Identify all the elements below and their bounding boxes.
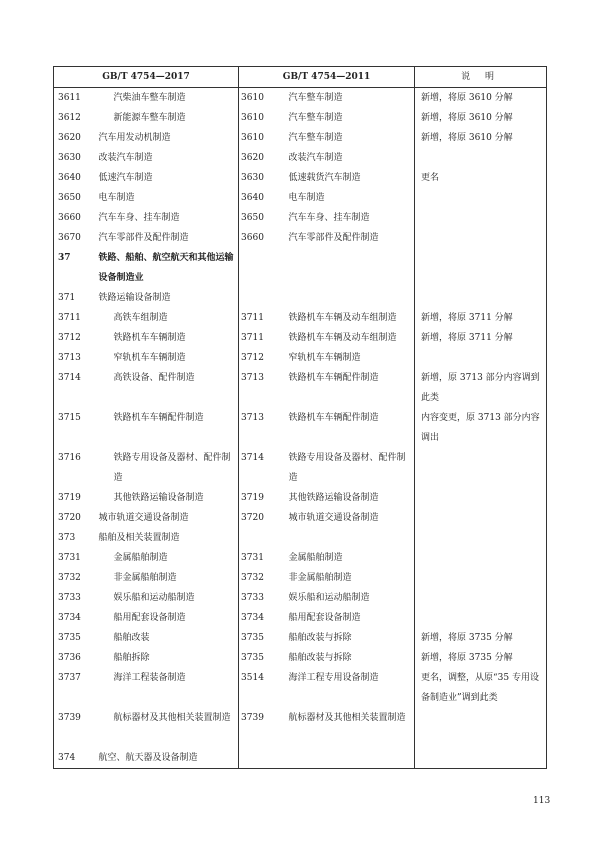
name-2017: 铁路运输设备制造	[94, 288, 239, 308]
code-2011: 3711	[241, 333, 264, 343]
code-2017: 3670	[54, 228, 94, 248]
note-cell	[415, 208, 547, 228]
name-2011	[284, 248, 415, 288]
note-cell	[415, 588, 547, 608]
note-cell: 新增，将原 3735 分解	[415, 628, 547, 648]
name-2011: 汽车零部件及配件制造	[284, 228, 415, 248]
name-2011: 铁路机车车辆配件制造	[284, 368, 415, 408]
code-2017: 3719	[54, 488, 94, 508]
table-row	[54, 108, 547, 128]
note-cell	[415, 288, 547, 308]
note-cell	[415, 228, 547, 248]
name-2011: 汽车车身、挂车制造	[284, 208, 415, 228]
table-row	[54, 748, 547, 769]
code-2011: 3620	[241, 153, 264, 163]
name-2011: 改装汽车制造	[284, 148, 415, 168]
code-2011: 3630	[241, 173, 264, 183]
code-2011: 3734	[241, 613, 264, 623]
code-2011: 3650	[241, 213, 264, 223]
page-number: 113	[533, 796, 551, 806]
name-2017: 海洋工程装备制造	[94, 668, 239, 708]
note-cell: 新增，原 3713 部分内容调到此类	[415, 368, 547, 408]
code-2017: 3737	[54, 668, 94, 708]
note-cell	[415, 708, 547, 748]
name-2017: 其他铁路运输设备制造	[94, 488, 239, 508]
name-2017: 高铁车组制造	[94, 308, 239, 328]
code-2011: 3514	[241, 673, 264, 683]
table-row	[54, 528, 547, 548]
code-2011: 3735	[241, 653, 264, 663]
name-2017: 新能源车整车制造	[94, 108, 239, 128]
code-2017: 3715	[54, 408, 94, 448]
note-cell: 新增，将原 3610 分解	[415, 108, 547, 128]
code-2011: 3735	[241, 633, 264, 643]
table-row	[54, 368, 547, 408]
table-row	[54, 228, 547, 248]
note-cell	[415, 508, 547, 528]
name-2017: 低速汽车制造	[94, 168, 239, 188]
table-row	[54, 588, 547, 608]
table-row	[54, 88, 547, 109]
note-cell	[415, 188, 547, 208]
name-2011: 铁路专用设备及器材、配件制造	[284, 448, 415, 488]
note-cell	[415, 608, 547, 628]
note-cell: 更名	[415, 168, 547, 188]
note-cell	[415, 528, 547, 548]
code-2017: 3713	[54, 348, 94, 368]
code-2011: 3660	[241, 233, 264, 243]
name-2017: 非金属船舶制造	[94, 568, 239, 588]
table-row	[54, 128, 547, 148]
name-2011: 其他铁路运输设备制造	[284, 488, 415, 508]
note-cell: 新增，将原 3610 分解	[415, 88, 547, 109]
table-row	[54, 288, 547, 308]
name-2017: 铁路专用设备及器材、配件制造	[94, 448, 239, 488]
name-2011: 金属船舶制造	[284, 548, 415, 568]
name-2011: 船舶改装与拆除	[284, 648, 415, 668]
name-2017: 船用配套设备制造	[94, 608, 239, 628]
table-row	[54, 568, 547, 588]
code-2011: 3719	[241, 493, 264, 503]
code-2017: 3711	[54, 308, 94, 328]
code-2017: 3630	[54, 148, 94, 168]
table-row	[54, 168, 547, 188]
name-2011: 铁路机车车辆及动车组制造	[284, 328, 415, 348]
name-2017: 电车制造	[94, 188, 239, 208]
code-2017: 374	[54, 748, 94, 769]
name-2011: 汽车整车制造	[284, 88, 415, 109]
name-2017: 铁路、船舶、航空航天和其他运输设备制造业	[94, 248, 239, 288]
name-2011: 铁路机车车辆配件制造	[284, 408, 415, 448]
table-row	[54, 348, 547, 368]
name-2011: 非金属船舶制造	[284, 568, 415, 588]
name-2017: 船舶及相关装置制造	[94, 528, 239, 548]
name-2011: 城市轨道交通设备制造	[284, 508, 415, 528]
name-2017: 金属船舶制造	[94, 548, 239, 568]
table-row	[54, 328, 547, 348]
code-2011: 3610	[241, 113, 264, 123]
table-row	[54, 648, 547, 668]
code-2011: 3713	[241, 413, 264, 423]
table-row	[54, 488, 547, 508]
code-2017: 3731	[54, 548, 94, 568]
table-row	[54, 548, 547, 568]
header-note: 说 明	[415, 67, 547, 88]
table-row	[54, 308, 547, 328]
name-2017: 铁路机车车辆配件制造	[94, 408, 239, 448]
code-2011: 3714	[241, 453, 264, 463]
code-2011: 3713	[241, 373, 264, 383]
code-2017: 3736	[54, 648, 94, 668]
code-2017: 3611	[54, 88, 94, 109]
note-cell	[415, 568, 547, 588]
name-2017: 娱乐船和运动船制造	[94, 588, 239, 608]
note-cell	[415, 248, 547, 288]
code-2011: 3733	[241, 593, 264, 603]
name-2017: 汽车零部件及配件制造	[94, 228, 239, 248]
name-2017: 船舶拆除	[94, 648, 239, 668]
note-cell	[415, 348, 547, 368]
name-2011: 低速载货汽车制造	[284, 168, 415, 188]
code-2011	[239, 748, 284, 769]
name-2017: 航标器材及其他相关装置制造	[94, 708, 239, 748]
note-cell: 新增，将原 3711 分解	[415, 328, 547, 348]
code-2011: 3732	[241, 573, 264, 583]
table-row	[54, 248, 547, 288]
note-cell: 内容变更，原 3713 部分内容调出	[415, 408, 547, 448]
table-row	[54, 188, 547, 208]
code-2011: 3610	[241, 133, 264, 143]
note-cell	[415, 748, 547, 769]
name-2011: 电车制造	[284, 188, 415, 208]
note-cell: 更名，调整，从原“35 专用设备制造业”调到此类	[415, 668, 547, 708]
name-2011: 窄轨机车车辆制造	[284, 348, 415, 368]
name-2017: 改装汽车制造	[94, 148, 239, 168]
code-2011: 3711	[241, 313, 264, 323]
table-row	[54, 508, 547, 528]
code-2017: 3739	[54, 708, 94, 748]
name-2011: 海洋工程专用设备制造	[284, 668, 415, 708]
table-row	[54, 448, 547, 488]
note-cell: 新增，将原 3735 分解	[415, 648, 547, 668]
code-2017: 3660	[54, 208, 94, 228]
name-2011: 船用配套设备制造	[284, 608, 415, 628]
note-cell	[415, 448, 547, 488]
name-2017: 高铁设备、配件制造	[94, 368, 239, 408]
code-2017: 37	[54, 248, 94, 288]
note-cell	[415, 488, 547, 508]
code-2011	[239, 248, 284, 288]
name-2011	[284, 528, 415, 548]
name-2011: 娱乐船和运动船制造	[284, 588, 415, 608]
table-row	[54, 668, 547, 708]
code-2017: 3716	[54, 448, 94, 488]
code-2011	[239, 288, 284, 308]
name-2017: 汽车车身、挂车制造	[94, 208, 239, 228]
code-2011: 3712	[241, 353, 264, 363]
code-2017: 3732	[54, 568, 94, 588]
name-2011: 航标器材及其他相关装置制造	[284, 708, 415, 748]
name-2017: 船舶改装	[94, 628, 239, 648]
note-cell: 新增，将原 3610 分解	[415, 128, 547, 148]
note-cell	[415, 548, 547, 568]
name-2017: 城市轨道交通设备制造	[94, 508, 239, 528]
note-cell: 新增，将原 3711 分解	[415, 308, 547, 328]
code-2017: 3640	[54, 168, 94, 188]
table-row	[54, 608, 547, 628]
name-2017: 汽柴油车整车制造	[94, 88, 239, 109]
table-row	[54, 708, 547, 748]
code-2017: 3734	[54, 608, 94, 628]
name-2017: 汽车用发动机制造	[94, 128, 239, 148]
classification-table	[53, 66, 547, 769]
table-row	[54, 628, 547, 648]
code-2017: 3714	[54, 368, 94, 408]
header-gbt-2017: GB/T 4754—2017	[54, 67, 239, 88]
name-2011: 汽车整车制造	[284, 108, 415, 128]
code-2017: 3612	[54, 108, 94, 128]
code-2017: 3712	[54, 328, 94, 348]
code-2011	[239, 528, 284, 548]
name-2017: 铁路机车车辆制造	[94, 328, 239, 348]
header-gbt-2011: GB/T 4754—2011	[239, 67, 415, 88]
code-2011: 3739	[241, 713, 264, 723]
code-2017: 3735	[54, 628, 94, 648]
code-2017: 3620	[54, 128, 94, 148]
table-row	[54, 148, 547, 168]
table-header-row	[54, 67, 547, 88]
name-2017: 航空、航天器及设备制造	[94, 748, 239, 769]
name-2011: 汽车整车制造	[284, 128, 415, 148]
code-2017: 3733	[54, 588, 94, 608]
code-2017: 3650	[54, 188, 94, 208]
code-2011: 3731	[241, 553, 264, 563]
name-2011: 铁路机车车辆及动车组制造	[284, 308, 415, 328]
code-2011: 3720	[241, 513, 264, 523]
table-row	[54, 208, 547, 228]
code-2017: 371	[54, 288, 94, 308]
code-2011: 3610	[241, 93, 264, 103]
table-row	[54, 408, 547, 448]
name-2011	[284, 748, 415, 769]
code-2017: 373	[54, 528, 94, 548]
name-2017: 窄轨机车车辆制造	[94, 348, 239, 368]
code-2017: 3720	[54, 508, 94, 528]
name-2011: 船舶改装与拆除	[284, 628, 415, 648]
code-2011: 3640	[241, 193, 264, 203]
name-2011	[284, 288, 415, 308]
note-cell	[415, 148, 547, 168]
